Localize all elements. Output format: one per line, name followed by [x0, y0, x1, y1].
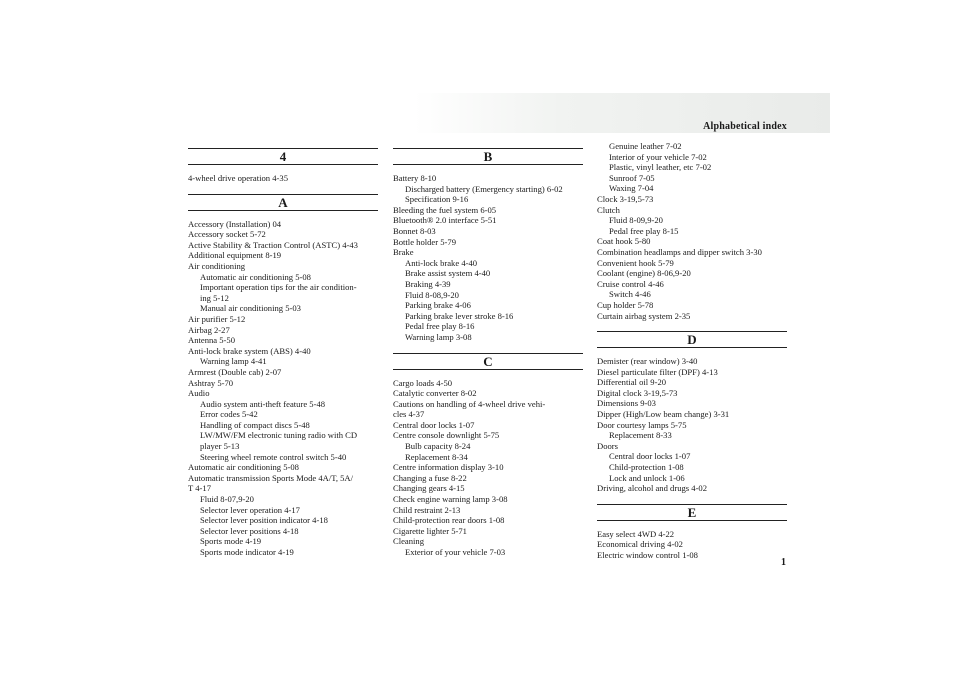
index-entry: Central door locks 1-07 [393, 419, 475, 430]
index-entry: Antenna 5-50 [188, 335, 236, 346]
index-subentry: Warning lamp 3-08 [405, 331, 472, 342]
index-subentry: Plastic, vinyl leather, etc 7-02 [609, 162, 712, 173]
index-entry: Anti-lock brake system (ABS) 4-40 [188, 345, 311, 356]
index-entry: Battery 8-10 [393, 173, 437, 183]
index-subentry: Brake assist system 4-40 [405, 268, 491, 279]
index-section [393, 353, 583, 558]
index-subentry: Manual air conditioning 5-03 [200, 303, 301, 314]
index-subentry: Fluid 8-08,9-20 [405, 289, 459, 300]
index-entry: T 4-17 [188, 483, 211, 494]
index-entry: Cleaning [393, 536, 425, 547]
index-entry: Demister (rear window) 3-40 [597, 356, 698, 367]
index-entry: Economical driving 4-02 [597, 539, 683, 550]
index-subentry: Exterior of your vehicle 7-03 [405, 547, 506, 557]
index-column-2 [393, 148, 583, 568]
index-entry: Accessory (Installation) 04 [188, 218, 282, 229]
index-entry: Accessory socket 5-72 [188, 229, 266, 240]
index-entry: Armrest (Double cab) 2-07 [188, 366, 282, 377]
index-subentry: Pedal free play 8-16 [405, 321, 475, 332]
index-section [188, 194, 378, 558]
index-entry: Air purifier 5-12 [188, 313, 246, 324]
index-subentry: Sunroof 7-05 [609, 172, 655, 183]
index-entry: 4-wheel drive operation 4-35 [188, 173, 288, 183]
index-subentry: Important operation tips for the air condition- [200, 282, 357, 293]
index-subentry: Handling of compact discs 5-48 [200, 419, 310, 430]
index-subentry: Selector lever position indicator 4-18 [200, 515, 328, 526]
index-entry: Combination headlamps and dipper switch 3-30 [597, 246, 762, 257]
index-entry: Additional equipment 8-19 [188, 250, 282, 261]
index-entry: Bonnet 8-03 [393, 225, 436, 236]
index-subentry: Waxing 7-04 [609, 183, 654, 194]
index-section [188, 148, 378, 184]
index-entry: Dipper (High/Low beam change) 3-31 [597, 409, 730, 420]
section-letter-heading: E [597, 504, 787, 521]
index-entry: Convenient hook 5-79 [597, 257, 674, 268]
index-entry: Brake [393, 247, 414, 258]
index-subentry: LW/MW/FM electronic tuning radio with CD [200, 430, 358, 441]
index-subentry: Pedal free play 8-15 [609, 225, 679, 236]
index-section [597, 141, 787, 321]
index-subentry: Steering wheel remote control switch 5-40 [200, 451, 347, 462]
index-subentry: Switch 4-46 [609, 289, 651, 300]
index-entry: Coat hook 5-80 [597, 236, 651, 247]
index-column-1 [188, 148, 378, 568]
index-entry: Bleeding the fuel system 6-05 [393, 204, 497, 215]
section-letter-heading: 4 [188, 148, 378, 165]
index-entry: Air conditioning [188, 260, 246, 271]
index-entry: Centre console downlight 5-75 [393, 430, 500, 441]
index-entry: Catalytic converter 8-02 [393, 388, 477, 399]
index-entry: Dimensions 9-03 [597, 398, 656, 409]
index-section [597, 331, 787, 494]
index-entry: Child restraint 2-13 [393, 504, 461, 515]
index-entry: Diesel particulate filter (DPF) 4-13 [597, 366, 718, 377]
index-entry: Changing a fuse 8-22 [393, 472, 467, 483]
index-entry: Cautions on handling of 4-wheel drive vehi- [393, 398, 546, 409]
index-subentry: Interior of your vehicle 7-02 [609, 151, 707, 162]
index-entry: Coolant (engine) 8-06,9-20 [597, 268, 691, 279]
index-subentry: Selector lever positions 4-18 [200, 525, 299, 536]
index-entry: Cruise control 4-46 [597, 278, 664, 289]
index-subentry: Parking brake 4-06 [405, 300, 471, 311]
index-column-3 [597, 141, 787, 571]
section-letter-heading: D [597, 331, 787, 348]
index-subentry: Discharged battery (Emergency starting) 6-02 [405, 183, 563, 194]
index-subentry: Sports mode indicator 4-19 [200, 547, 294, 557]
index-subentry: Sports mode 4-19 [200, 536, 262, 547]
index-entry: Clock 3-19,5-73 [597, 193, 654, 204]
index-subentry: Selector lever operation 4-17 [200, 504, 300, 515]
index-subentry: Warning lamp 4-41 [200, 356, 267, 367]
index-entry: Doors [597, 440, 619, 451]
index-section [597, 504, 787, 561]
index-entry: Bluetooth® 2.0 interface 5-51 [393, 215, 497, 226]
index-subentry: player 5-13 [200, 441, 240, 452]
index-subentry: Braking 4-39 [405, 278, 451, 289]
section-letter-heading: C [393, 353, 583, 370]
index-entry: Audio [188, 388, 210, 399]
index-entry: Centre information display 3-10 [393, 462, 504, 473]
index-entry: Ashtray 5-70 [188, 377, 234, 388]
index-subentry: Fluid 8-07,9-20 [200, 494, 254, 505]
index-entry: Driving, alcohol and drugs 4-02 [597, 483, 708, 494]
index-entry: Easy select 4WD 4-22 [597, 528, 675, 539]
index-subentry: Specification 9-16 [405, 194, 469, 205]
index-entry: Digital clock 3-19,5-73 [597, 387, 678, 398]
index-subentry: Replacement 8-34 [405, 451, 468, 462]
index-entry: Door courtesy lamps 5-75 [597, 419, 687, 430]
page-number: 1 [781, 557, 786, 568]
index-subentry: Fluid 8-09,9-20 [609, 215, 663, 226]
index-subentry: Error codes 5-42 [200, 409, 258, 420]
section-letter-heading: B [393, 148, 583, 165]
index-entry: Automatic transmission Sports Mode 4A/T, 5A/ [188, 472, 354, 483]
index-entry: Cargo loads 4-50 [393, 377, 453, 388]
index-entry: Differential oil 9-20 [597, 377, 667, 388]
index-subentry: Automatic air conditioning 5-08 [200, 271, 311, 282]
index-subentry: Lock and unlock 1-06 [609, 472, 685, 483]
index-entry: Bottle holder 5-79 [393, 236, 457, 247]
index-entry: Child-protection rear doors 1-08 [393, 515, 505, 526]
index-subentry: Central door locks 1-07 [609, 451, 691, 462]
index-subentry: Parking brake lever stroke 8-16 [405, 310, 514, 321]
index-subentry: Audio system anti-theft feature 5-48 [200, 398, 326, 409]
index-entry: Curtain airbag system 2-35 [597, 310, 691, 321]
index-subentry: Anti-lock brake 4-40 [405, 257, 478, 268]
page-header-title: Alphabetical index [703, 121, 787, 132]
index-subentry: Genuine leather 7-02 [609, 141, 682, 151]
index-subentry: Replacement 8-33 [609, 430, 672, 441]
index-entry: Electric window control 1-08 [597, 550, 698, 560]
index-section [393, 148, 583, 343]
index-subentry: Bulb capacity 8-24 [405, 441, 471, 452]
index-subentry: Child-protection 1-08 [609, 462, 684, 473]
index-entry: Automatic air conditioning 5-08 [188, 462, 299, 473]
index-entry: Cup holder 5-78 [597, 299, 654, 310]
index-entry: Active Stability & Traction Control (ASTC) 4-43 [188, 239, 358, 250]
index-entry: Airbag 2-27 [188, 324, 230, 335]
section-letter-heading: A [188, 194, 378, 211]
index-subentry: ing 5-12 [200, 292, 229, 303]
index-entry: cles 4-37 [393, 409, 425, 420]
index-entry: Cigarette lighter 5-71 [393, 525, 467, 536]
index-entry: Changing gears 4-15 [393, 483, 465, 494]
index-entry: Check engine warning lamp 3-08 [393, 494, 508, 505]
index-entry: Clutch [597, 204, 620, 215]
